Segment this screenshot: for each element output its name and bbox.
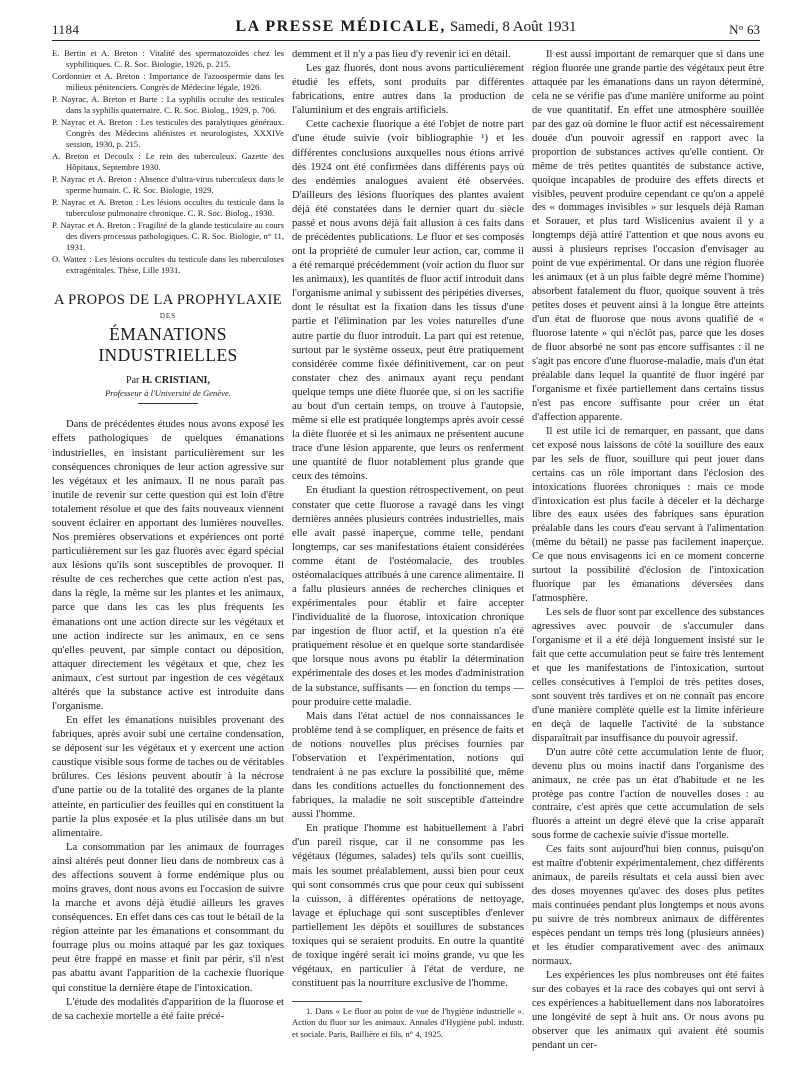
article-title-line-1: A PROPOS DE LA PROPHYLAXIE [54, 292, 282, 308]
title-divider [138, 403, 198, 404]
body-paragraph: En pratique l'homme est habituellement à l'abri d'un pareil risque, car il ne consomme pas les végétaux (légumes, salades) tels qu'ils sont cueillis, mais les soumet préalablement, aussi bien pour ceux qui sont consommés crus que pour ceux qui subissent la cuisson, à différentes opérations de nettoyage, lavage et épluchage qui sont susceptibles d'enlever partiellement les dépôts et souillures de substances toxiques qui se seraient produits. En outre la quantité de toxique ingéré serait ici moins grande, vu que les végétaux, en particulier à l'état de verdure, ne constituent pas la nourriture exclusive de l'homme. [292, 823, 524, 990]
body-paragraph: Cette cachexie fluorique a été l'objet de notre part d'une étude suivie (voir bibliographie ¹) et les différentes conclusions auxquelles nous étions arrivé dès 1924 ont été confirmées dans différents pays où des endémies analogues avaient été observées. D'ailleurs des lésions fluoriques des plantes avaient déjà été constatées dans le dernier quart du siècle passé et nous avons déjà fait allusion à ces faits dans de précédentes publications. Le fluor et ses composés ont la propriété de cumuler leur action, car, comme il a été remarqué précédemment (voir action du fluor sur les animaux), les quantités de fluor actif introduit dans l'organisme animal y subissent des péripéties diverses, dont le résultat est la fixation dans les tissus d'une partie et l'élimination par les voies naturelles d'une autre partie du fluor introduit. La part qui est retenue, surtout par le système osseux, peut être pratiquement considérée comme fixée définitivement, car on peut constater chez des animaux ayant reçu pendant quelque temps une diète fluorée que, si on les sacrifie au bout d'un certain temps, on trouve à l'autopsie, même si elle est pratiquée longtemps après avoir cessé la diète fluorée et si les animaux ne présentent aucune trace d'une lésion apparente, que leurs os renferment une quantité de fluor notablement plus grande que ceux des témoins. [292, 119, 524, 483]
column-1 [52, 48, 284, 1024]
reference-item: E. Bertin et A. Breton : Vitalité des spermatozoïdes chez les syphilitiques. C. R. Soc. Biologie, 1926, p. 215. [52, 48, 284, 69]
body-paragraph: Les expériences les plus nombreuses ont été faites sur des cobayes et la race des cobayes qui ont servi à ces expériences a habituellement dans nos laboratoires une longévité de sept à huit ans. Or nous avons pu observer que les animaux qui avaient été soumis pendant un cer- [532, 969, 764, 1051]
page-number: 1184 [52, 22, 80, 37]
issue-date: Samedi, 8 Août 1931 [449, 19, 577, 35]
footnote: 1. Dans « Le fluor au point de vue de l'hygiène industrielle ». Action du fluor sur les animaux. Annales d'Hygiène publ. industr. et sociale. Paris, Baillière et fils, n° 4, 1925. [292, 1006, 524, 1039]
body-paragraph: Il est aussi important de remarquer que si dans une région fluorée une grande partie des végétaux peut être attaquée par les émanations dans un rayon déterminé, cela ne se vérifie pas d'une manière uniforme au point de vue quantitatif. En effet une atmosphère souillée par des gaz où domine le fluor actif est nécessairement douée d'un pouvoir agressif en rapport avec la proportion de substances actives qu'elle contient. Or même de très petites quantités de substance active, quoique incapables de produire des effets directs et visibles, peuvent produire cependant ce qu'on a appelé des « dommages invisibles » sur lesquels déjà Raman et Sorauer, et plus tard Wislicenius avaient il y a longtemps déjà attiré l'attention et que nous avons eu aussi à plusieurs reprises l'occasion d'envisager au point de vue expérimental. Or dans une région fluorée les animaux (et à un plus faible degré même l'homme) absorbent fatalement du fluor, quoique souvent à très petites doses et peuvent ainsi à la longue être atteints d'un état de fluorose que nous avons qualifié de « fluorose latente » qui n'éclôt pas, parce que les doses de fluor absorbé ne sont pas encore suffisantes : il ne s'agit pas encore d'une fluorose-maladie, mais d'un état préalable dans lequel la quantité de fluor ingéré par l'organisme et fixée partiellement dans certains tissus n'est pas encore suffisante pour créer un état d'affection apparente. [532, 49, 764, 423]
header-rule [52, 40, 760, 41]
reference-item: P. Nayrac et A. Breton : Fragilité de la glande testiculaire au cours des divers processus pathologiques. C. R. Soc. Biologie, n° 11, 1931. [52, 220, 284, 252]
reference-item: P. Nayrac et A. Breton : Les testicules des paralytiques généraux. Congrès des Médecins aliénistes et neurologistes, XXXIVe session, 1930, p. 215. [52, 117, 284, 149]
footnote-rule [292, 1001, 362, 1002]
body-paragraph: Mais dans l'état actuel de nos connaissances le problème tend à se compliquer, en présence de faits et de notions nouvelles plus précises fournies par l'observation et l'expérimentation, notions qui tendraient à ne pas exclure la possibilité que, même dans les conditions actuelles du fonctionnement des fabriques, la maladie ne soit susceptible d'atteindre aussi l'homme. [292, 710, 524, 821]
author-line [52, 374, 284, 387]
body-paragraph: L'étude des modalités d'apparition de la fluorose et de sa cachexie mortelle a été faite précé- [52, 996, 284, 1022]
reference-item: P. Nayrac et A. Breton : Absence d'ultra-virus tuberculeux dans le sperme humain. C. R. Soc. Biologie, 1929. [52, 174, 284, 195]
running-title [52, 18, 760, 36]
column-3 [532, 48, 764, 1053]
body-paragraph: D'un autre côté cette accumulation lente de fluor, devenu plus ou moins inactif dans l'organisme des animaux, ne crée pas un état d'habitude et ne les protège pas contre l'action de nouvelles doses : au contraire, c'est après que cette accumulation de sels fluorés a atteint un degré élevé que la crise apparaît sous forme de cachexie suivie d'issue mortelle. [532, 746, 764, 842]
issue-number: N° 63 [729, 22, 760, 37]
journal-name: LA PRESSE MÉDICALE, [235, 18, 446, 35]
reference-item: P. Nayrac, A. Breton et Barte : La syphilis occulte des testicules dans la syphilis quaternaire. C. R. Soc. Biolog., 1929, p. 706. [52, 94, 284, 115]
article-title-line-3: ÉMANATIONS INDUSTRIELLES [98, 323, 238, 365]
author-affiliation: Professeur à l'Université de Genève. [105, 387, 231, 398]
author-prefix: Par [126, 374, 140, 386]
page-header [52, 8, 760, 38]
body-paragraph: En effet les émanations nuisibles provenant des fabriques, après avoir subi une certaine condensation, se déposent sur les végétaux et y exercent une action caustique visible sous forme de taches ou de véritables brûlures. Ces lésions peuvent aboutir à la nécrose d'une partie ou de la totalité des organes de la plante atteinte, en particulier des feuilles qui en constituent la partie la plus exposée et la plus utilisée dans un but alimentaire. [52, 715, 284, 839]
reference-item: O. Wattez : Les lésions occultes du testicule dans les tuberculoses extragénitales. Thèse, Lille 1931. [52, 254, 284, 275]
column-2 [292, 48, 524, 1040]
body-paragraph: Ces faits sont aujourd'hui bien connus, puisqu'on est maître d'obtenir expérimentalement, chez différents animaux, de pareils résultats et cela aussi bien avec des doses moyennes qu'avec des doses plus petites mais continuées pendant plus longtemps et nous avons pu suivre de très nombreux animaux de différentes espèces pendant un temps très long (plusieurs années) et les étudier comparativement avec des animaux normaux. [532, 844, 764, 967]
body-paragraph: Il est utile ici de remarquer, en passant, que dans cet exposé nous laissons de côté la souillure des eaux par les sels de fluor, souillure qui peut jouer dans certains cas un rôle important dans l'éclosion des intoxications fluorées chroniques : mais ce mode d'intoxication est plus facile à déceler et la décharge libre des eaux usées des fabriques sans épuration préalable dans les cours d'eau servant à l'alimentation (même du bétail) ne passe pas facilement inaperçue. Ce que nous envisageons ici en ce moment concerne surtout la possibilité d'éclosion de l'intoxication fluorique par les émanations déversées dans l'atmosphère. [532, 425, 764, 605]
body-paragraph: demment et il n'y a pas lieu d'y revenir ici en détail. [292, 49, 511, 60]
article-title-block [52, 292, 284, 404]
body-paragraph: Dans de précédentes études nous avons exposé les effets pathologiques de quelques émanations industrielles, en insistant particulièrement sur les conséquences chroniques de leur action agressive sur les végétaux et les animaux. Il ne nous paraît pas inutile de revenir sur cette question qui est loin d'être totalement résolue et que des faits nouveaux viennent souvent éclairer en apportant des lumières nouvelles. Nos premières observations et expériences ont porté particulièrement sur les gaz fluorés avec égard spécial aux lésions qu'ils sont susceptibles de provoquer. Il résulte de ces recherches que cette action n'est pas, dans la règle, la même sur les plantes et les animaux, parce que dans les cas les plus fréquents les émanations ont une action directe sur les végétaux et une action indirecte sur les animaux, en ce sens qu'elles peuvent, par simple contact ou déposition, attaquer directement les végétaux et que, chez les animaux, c'est surtout par ingestion de ces végétaux altérés que la substance active est introduite dans l'organisme. [52, 419, 284, 712]
article-title-line-2: DES [159, 312, 177, 321]
reference-list [52, 48, 284, 276]
body-paragraph: Les gaz fluorés, dont nous avons particulièrement étudié les effets, sont produits par différentes fabrications, entre autres dans la production de l'aluminium et des engrais artificiels. [292, 63, 524, 117]
body-paragraph: En étudiant la question rétrospectivement, on peut constater que cette fluorose a ravagé dans les vingt dernières années plusieurs contrées industrielles, mais elle avait passé inaperçue, comme telle, pendant longtemps, car ses manifestations étaient considérées comme étant de l'ostéomalacie, des troubles ostéomalaciques attribués à une carence alimentaire. Il a fallu plusieurs années de recherches cliniques et expérimentales pour établir et faire accepter l'individualité de la fluorose, intoxication chronique par ingestion de fluor actif, et la question n'a été pratiquement résolue et en quelque sorte standardisée que lorsque nous avons pu établir la détermination expérimentale des doses et les modes d'administration de la substance, suffisants — en fonction du temps — pour produire cette maladie. [292, 485, 524, 708]
reference-item: A. Breton et Decoulx : Le rein des tuberculeux. Gazette des Hôpitaux, Septembre 1930. [52, 151, 284, 172]
author-name: H. CRISTIANI, [141, 374, 210, 386]
reference-item: P. Nayrac et A. Breton : Les lésions occultes du testicule dans la tuberculose pulmonaire chronique. C. R. Soc. Biolog., 1930. [52, 197, 284, 218]
body-paragraph: Les sels de fluor sont par excellence des substances agressives avec pouvoir de s'accumuler dans l'organisme et il a été déjà longuement insisté sur le fait que cette accumulation peut se faire très lentement et que les manifestations de l'intoxication, surtout celles consécutives à l'emploi de très petites doses, sont souvent très tardives et on ne connaît pas encore d'une manière complète quelle est la limite inférieure en deçà de laquelle l'activité de la substance disparaîtrait par insuffisance du pouvoir agressif. [532, 607, 764, 744]
reference-item: Cordonnier et A. Breton : Importance de l'azoospermie dans les milieux pénitenciers. Congrès de Médecine légale, 1926. [52, 71, 284, 92]
body-paragraph: La consommation par les animaux de fourrages ainsi altérés peut donner lieu dans de nombreux cas à des affections souvent à forme endémique plus ou moins graves, dont nous avons eu l'occasion de suivre la marche et avons déjà étudié ailleurs les graves conséquences. En effet dans ces cas tout le bétail de la région atteinte par les émanations et consommant du fourrage plus ou moins attaqué par les gaz toxiques peut être frappé en masse et finit par périr, s'il n'est pas abattu avant l'apparition de la cachexie fluorique qui constitue la dernière étape de l'intoxication. [52, 841, 284, 994]
